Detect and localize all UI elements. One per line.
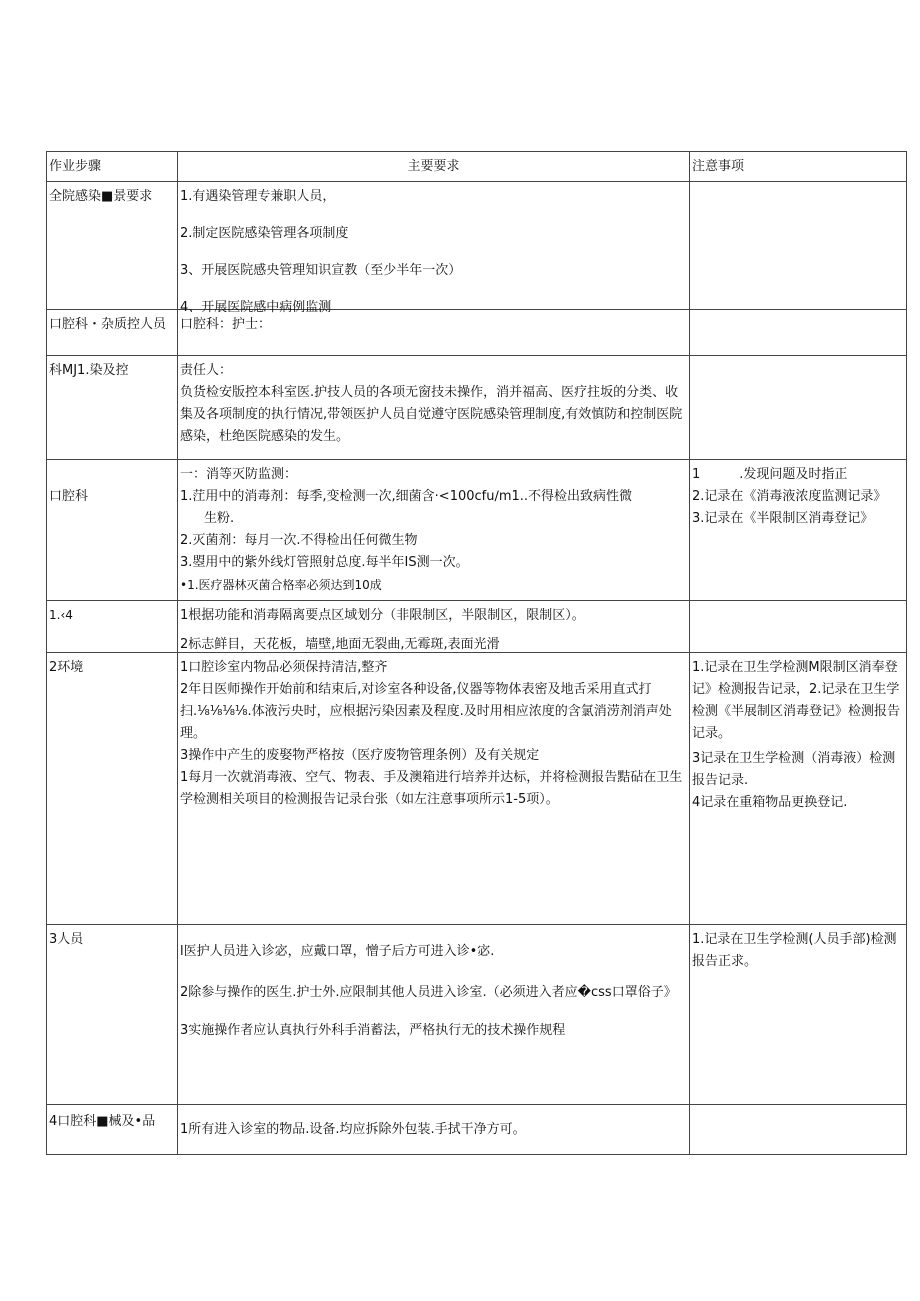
note-line: 1.记录在卫生学检测M限制区消奉登记》检测报告记录，2.记录在卫生学检测《半展制区消毒登记》检测报告记录。	[692, 660, 901, 741]
step-text: 2环境	[49, 660, 84, 675]
note-line: 3记录在卫生学检测（消毒液）检测报告记录.	[692, 751, 896, 788]
requirement-line: 2.灭菌剂：每月一次.不得检出任何微生物	[180, 533, 418, 548]
requirement-line: 4、开展医院感中病例监测	[180, 300, 332, 315]
table-row	[47, 182, 907, 310]
requirement-line: l医护人员进入诊宓，应戴口罩，憎子后方可进入诊•宓.	[180, 944, 495, 959]
table-row	[47, 1105, 907, 1155]
table-row	[47, 601, 907, 653]
work-procedure-table	[46, 151, 907, 1155]
notes-cell	[690, 310, 907, 356]
header-cell-requirements	[178, 152, 690, 182]
requirement-line: 责任人：	[180, 363, 233, 378]
note-line: 2.记录在《消毒液浓度监测记录》	[692, 489, 887, 504]
notes-cell	[690, 601, 907, 653]
requirements-cell	[178, 653, 690, 925]
requirement-line: 1.有遇染管理专兼职人员，	[180, 189, 336, 204]
requirement-line: 2标志鲜目，天花板，墙壁,地面无裂曲,无霉斑,表面光滑	[180, 637, 500, 652]
step-cell	[47, 182, 178, 310]
notes-cell	[690, 356, 907, 460]
requirement-line: 3、开展医院感央管理知识宣教（至少半年一次）	[180, 263, 462, 278]
note-line: 3.记录在《半限制区消毒登记》	[692, 511, 874, 526]
step-text: 科MJ1.染及控	[49, 363, 129, 378]
step-cell	[47, 460, 178, 601]
notes-cell	[690, 653, 907, 925]
requirements-cell	[178, 182, 690, 315]
requirement-line: 2年日医师操作开始前和结束后,对诊室各种设备,仪器等物体表密及地舌采用直式打扫.⅛⅛⅛⅛.体液污央时，应根据污染因素及程度.及时用相应浓度的含氯消涝剂消声处理。	[180, 682, 672, 741]
table-header-row	[47, 152, 907, 182]
step-cell	[47, 653, 178, 925]
step-cell	[47, 601, 178, 653]
table-row	[47, 925, 907, 1105]
requirements-cell	[178, 1105, 690, 1155]
header-step-label: 作业步骤	[49, 159, 102, 174]
step-cell	[47, 925, 178, 1105]
requirement-line: 2除参与操作的医生.护士外.应限制其他人员进入诊室.（必须进入者应�css口罩俗子》	[180, 985, 677, 1000]
requirements-cell	[178, 601, 690, 653]
requirement-line: 2.制定医院感染管理各项制度	[180, 226, 349, 241]
requirement-line: 1根据功能和消毒隔离要点区域划分（非限制区，半限制区，限制区）。	[180, 608, 585, 623]
step-cell	[47, 356, 178, 460]
note-line: 1 .发现问题及时指正	[692, 467, 848, 482]
note-line: 4记录在重箱物品更换登记.	[692, 795, 848, 810]
header-cell-step	[47, 152, 178, 182]
notes-cell	[690, 1105, 907, 1155]
note-line: 1.记录在卫生学检测(人员手部)检测报告正求。	[692, 932, 897, 969]
table-row	[47, 460, 907, 601]
step-text: 3人员	[49, 932, 84, 947]
step-cell	[47, 310, 178, 356]
requirement-line: 1口腔诊室内物品必须保持清洁,整齐	[180, 660, 388, 675]
requirement-line: 一：消等灭防监测：	[180, 467, 298, 482]
requirement-line: 3操作中产生的废娶物严格按（医疗废物管理条例）及有关规定	[180, 748, 540, 763]
requirements-cell	[178, 310, 690, 356]
requirement-line: 生粉.	[204, 511, 235, 526]
requirement-line: 1.茳用中的消毒剂：每季,变检测一次,细菌含·<100cfu∕m1..不得检出致病性微	[180, 489, 633, 504]
step-text: 4口腔科■械及•品	[49, 1114, 156, 1129]
requirement-line: 负货检安版控本科室医.护技人员的各项无窗技未操作，消并福高、医疗拄坂的分类、收集及各项制度的执行情况,带领医护人员自觉遵守医院感染管理制度,有效慎防和控制医院感染，杜绝医院感染的发生。	[180, 385, 683, 444]
notes-cell	[690, 460, 907, 601]
notes-cell	[690, 925, 907, 1105]
requirement-line: 3.曌用中的紫外线灯管照射总度.每半年IS测一次。	[180, 555, 469, 570]
requirement-line: 口腔科：护士：	[180, 317, 272, 332]
header-cell-notes	[690, 152, 907, 182]
requirement-line: •1.医疗器林灭菌合格率必须达到10成	[180, 578, 382, 592]
requirement-line: 1每月一次就消毒液、空气、物表、手及澳箱进行培养并达标，并将检测报告黠砧在卫生学检测相关项目的检测报告记录台张（如左注意事项所示1-5项）。	[180, 770, 683, 807]
step-text: 全院感染■景要求	[49, 189, 153, 204]
requirements-cell	[178, 356, 690, 460]
requirement-line: 3实施操作者应认真执行外科手消蓄法，严格执行无的技术操作规程	[180, 1023, 566, 1038]
table-row	[47, 653, 907, 925]
table-row	[47, 356, 907, 460]
step-cell	[47, 1105, 178, 1155]
header-notes-label: 注意事项	[692, 159, 745, 174]
requirements-cell	[178, 460, 690, 601]
step-text: 1.‹4	[49, 608, 73, 622]
step-text: 口腔科	[49, 489, 89, 504]
requirements-cell	[178, 925, 690, 1105]
step-text: 口腔科・杂质控人员	[49, 317, 167, 332]
requirement-line: 1所有进入诊室的物品.设备.均应拆除外包装.手拭干净方可。	[180, 1122, 526, 1137]
header-requirements-label: 主要要求	[407, 159, 460, 174]
notes-cell	[690, 182, 907, 310]
table-row	[47, 310, 907, 356]
